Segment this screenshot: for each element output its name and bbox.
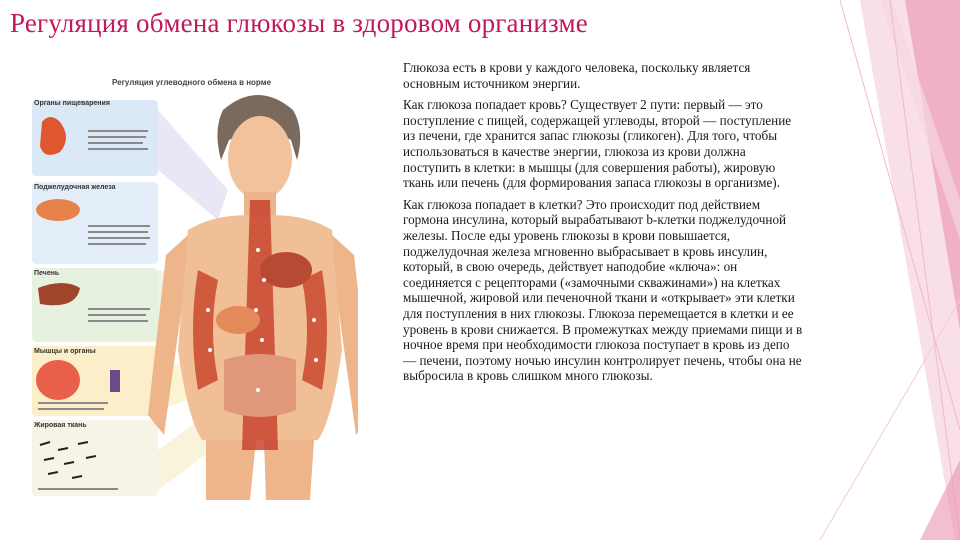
slide-title: Регуляция обмена глюкозы в здоровом организме bbox=[10, 8, 588, 38]
glucose-regulation-figure bbox=[28, 70, 358, 500]
figure-label-fat: Жировая ткань bbox=[34, 422, 87, 429]
figure-title: Регуляция углеводного обмена в норме bbox=[112, 78, 272, 87]
figure-label-muscles: Мышцы и органы bbox=[34, 348, 96, 355]
paragraph-2: Как глюкоза попадает кровь? Существует 2 пути: первый — это поступление с пищей, содержащей углеводы, второй — поступление из печени, где хранится запас глюкозы (гликоген). Для того, чтобы использоваться в качестве энергии, глюкоза из крови должна поступить в клетки: в мышцы (для совершения работы), жировую ткань или печень (для формирования запаса глюкозы в организме). bbox=[403, 97, 792, 191]
body-text bbox=[403, 60, 803, 390]
figure-label-digestive: Органы пищеварения bbox=[34, 100, 110, 107]
figure-label-liver: Печень bbox=[34, 270, 60, 277]
anatomy-illustration bbox=[28, 70, 358, 500]
paragraph-3: Как глюкоза попадает в клетки? Это происходит под действием гормона инсулина, который вырабатывают b-клетки поджелудочной железы. После еды уровень глюкозы в крови повышается, поджелудочная железа мгновенно выбрасывает в кровь инсулин, который, в свою очередь, действует наподобие «ключа»: он соединяется с рецепторами («замочными скважинами») на клетках мышечной, жировой или печеночной ткани и «открывает» эти клетки для поступления в них глюкозы. Глюкоза перемещается в клетки и ее уровень в крови снижается. В промежутках между приемами пищи и в ночное время при необходимости глюкоза поступает в кровь из депо — печени, поэтому ночью инсулин контролирует печень, чтобы она не выбросила в кровь слишком много глюкозы. bbox=[403, 196, 803, 384]
paragraph-1: Глюкоза есть в крови у каждого человека, поскольку является основным источником энергии. bbox=[403, 60, 751, 91]
figure-label-pancreas: Поджелудочная железа bbox=[34, 184, 116, 191]
pancreas-icon bbox=[36, 199, 80, 221]
